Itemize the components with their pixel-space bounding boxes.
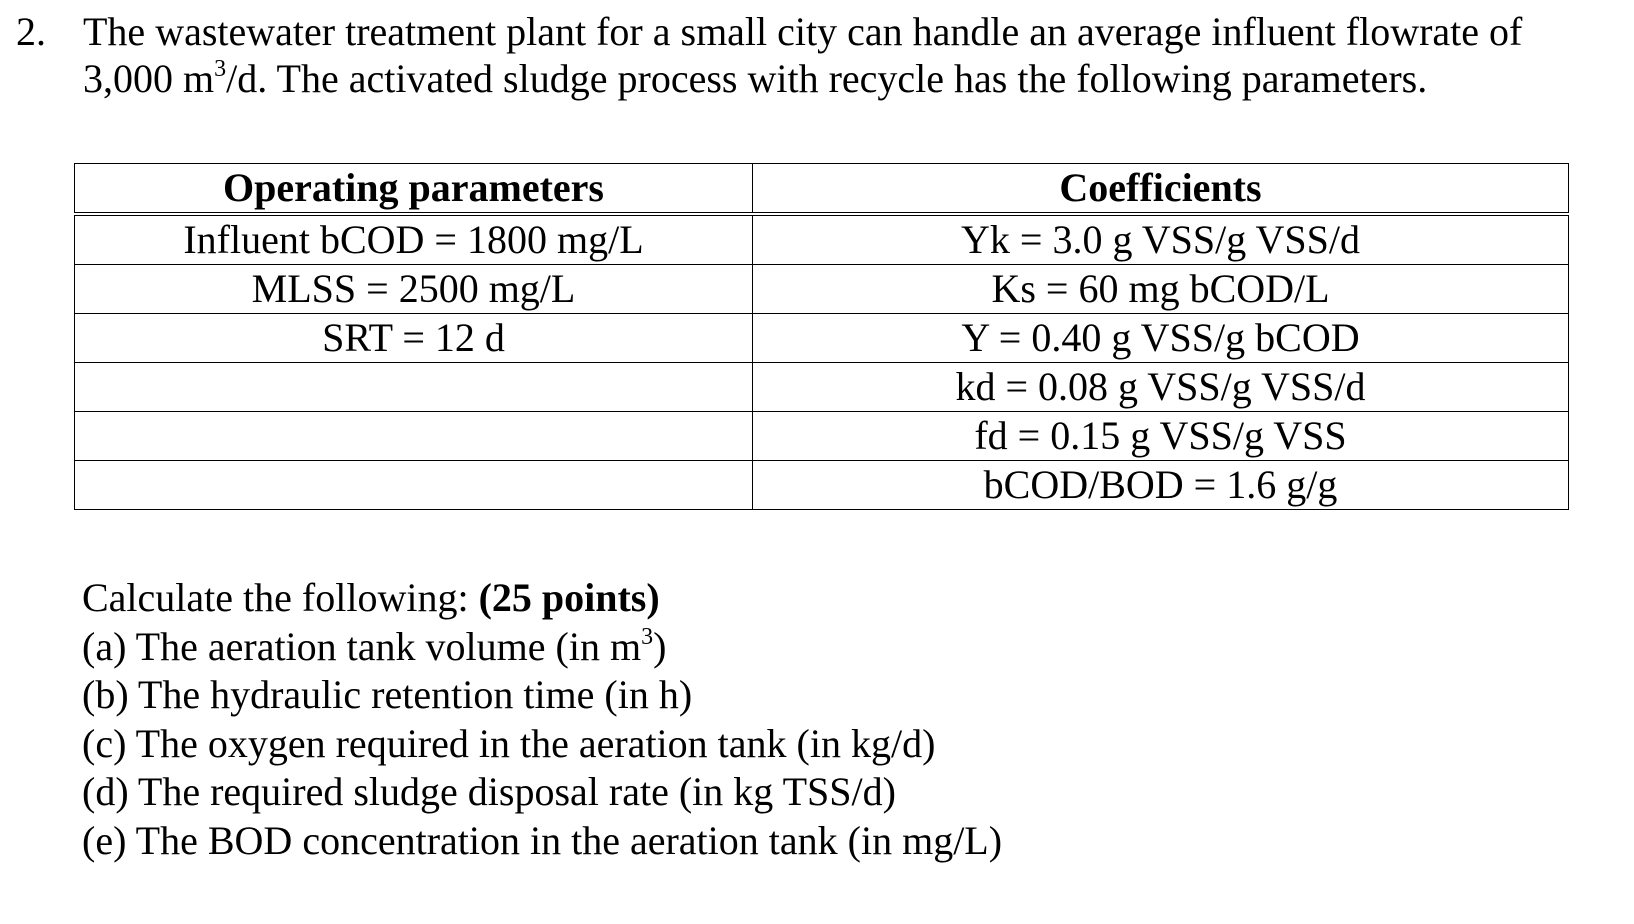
question-e: (e) The BOD concentration in the aeration tank (in mg/L) (82, 817, 1003, 863)
question-a-text: (a) The aeration tank volume (in m (82, 623, 642, 669)
table-cell (75, 461, 753, 510)
problem-number: 2. (16, 9, 46, 54)
table-row (75, 265, 1569, 314)
points-label: (25 points) (478, 575, 660, 620)
problem-line-2 (83, 55, 1628, 102)
problem-text (83, 8, 1628, 102)
question-b: (b) The hydraulic retention time (in h) (82, 672, 693, 717)
flowrate-unit-superscript: 3 (214, 56, 227, 82)
table-header-row (75, 164, 1569, 215)
problem-line-1: The wastewater treatment plant for a small city can handle an average influent flowrate of (83, 9, 1523, 54)
question-a (82, 623, 1002, 672)
table-cell: bCOD/BOD = 1.6 g/g (753, 461, 1569, 510)
table-row (75, 314, 1569, 363)
question-d: (d) The required sludge disposal rate (in kg TSS/d) (82, 769, 896, 814)
table-cell: kd = 0.08 g VSS/g VSS/d (753, 363, 1569, 412)
table-row (75, 461, 1569, 510)
header-coefficients: Coefficients (753, 164, 1569, 215)
table-cell (75, 412, 753, 461)
table-row (75, 363, 1569, 412)
questions-list (82, 574, 1002, 865)
table-cell: Y = 0.40 g VSS/g bCOD (753, 314, 1569, 363)
table-cell: SRT = 12 d (75, 314, 753, 363)
questions-intro (82, 574, 1002, 623)
table-cell: Ks = 60 mg bCOD/L (753, 265, 1569, 314)
header-operating-parameters: Operating parameters (75, 164, 753, 215)
table-cell (75, 363, 753, 412)
questions-intro-text: Calculate the following: (82, 575, 479, 620)
table-cell: Influent bCOD = 1800 mg/L (75, 214, 753, 265)
problem-line-2-rest: /d. The activated sludge process with recycle has the following parameters. (226, 56, 1428, 101)
table-row (75, 412, 1569, 461)
table-row (75, 214, 1569, 265)
table-cell: fd = 0.15 g VSS/g VSS (753, 412, 1569, 461)
table-cell: MLSS = 2500 mg/L (75, 265, 753, 314)
question-c: (c) The oxygen required in the aeration tank (in kg/d) (82, 720, 936, 766)
question-a-close: ) (653, 623, 667, 669)
parameters-table (74, 163, 1569, 510)
table-cell: Yk = 3.0 g VSS/g VSS/d (753, 214, 1569, 265)
question-a-superscript: 3 (641, 623, 654, 650)
flowrate-value: 3,000 m (83, 56, 215, 101)
